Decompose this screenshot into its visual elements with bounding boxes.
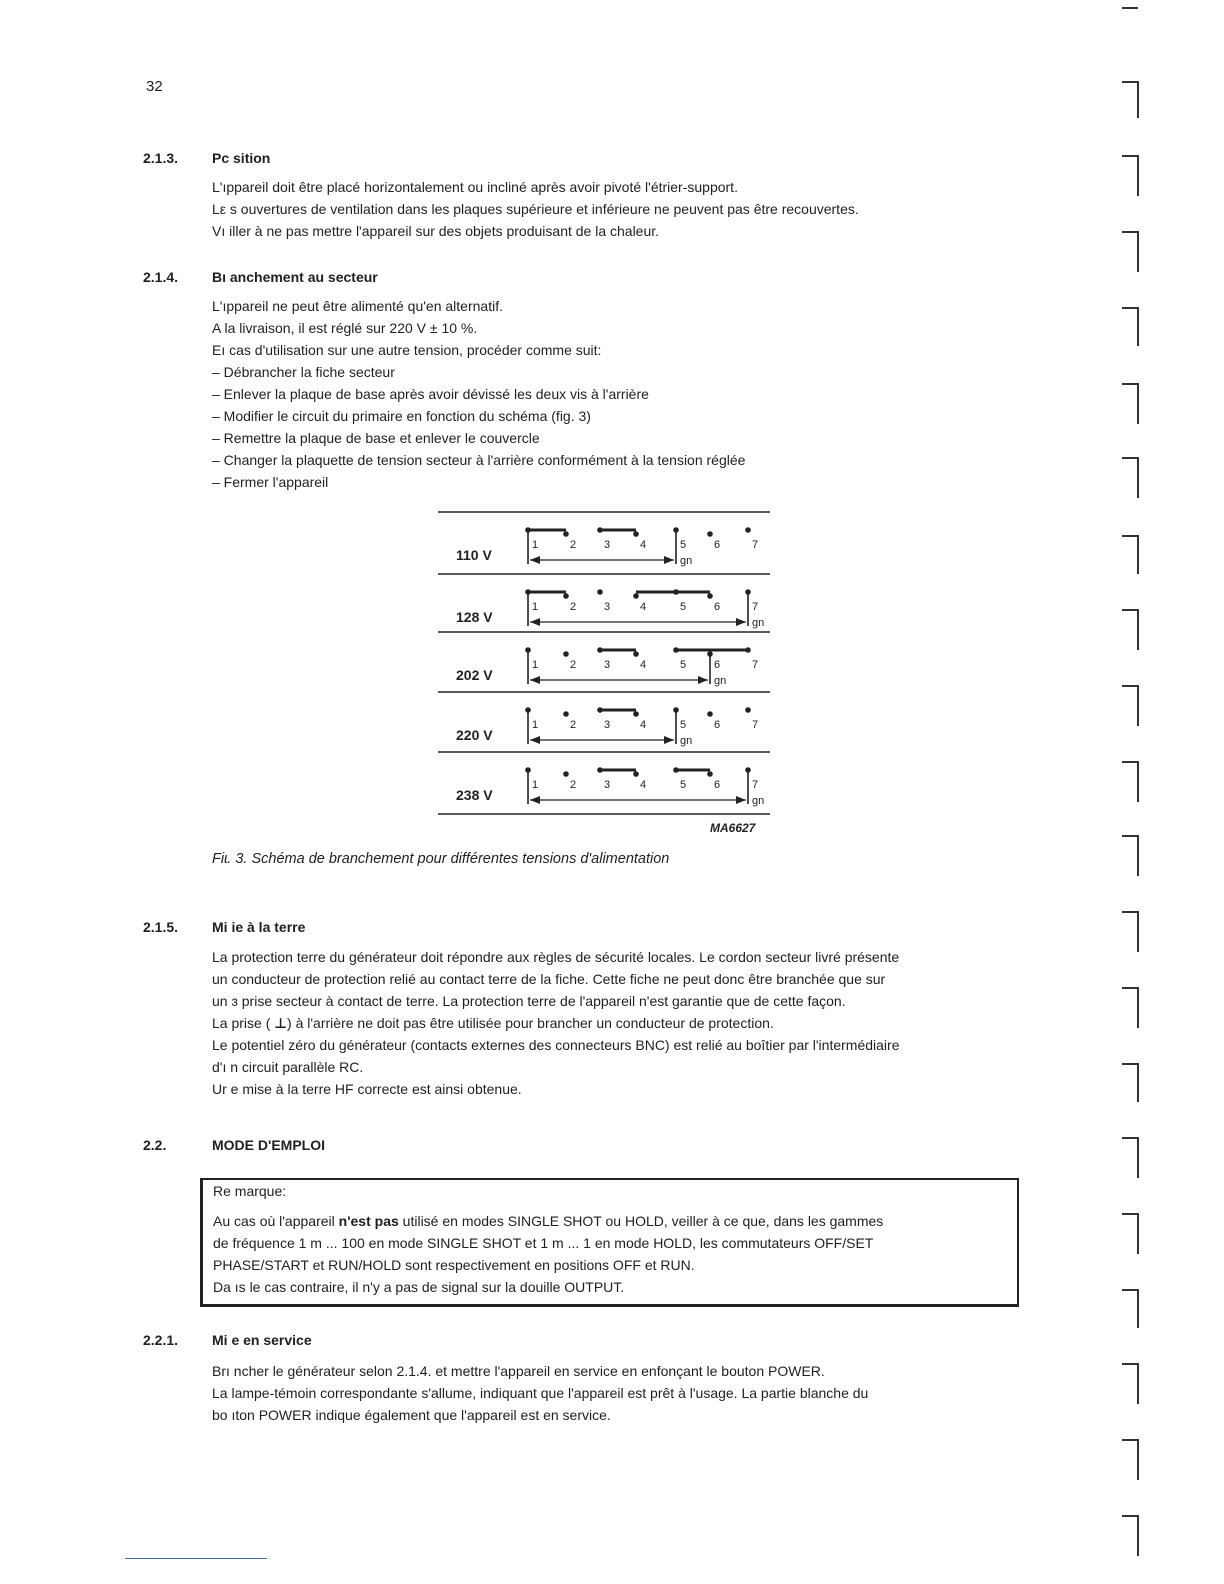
terminal-label: 6 [714,659,721,671]
terminal-label: 7 [752,539,759,551]
terminal-label: 4 [640,719,647,731]
terminal-label: 2 [570,601,577,613]
text-line: La protection terre du générateur doit répondre aux règles de sécurité locales. Le cordon secteur livré présente [212,949,900,965]
section-title-mode-emploi: MODE D'EMPLOI [212,1137,325,1153]
text-line: A la livraison, il est réglé sur 220 V ± 10 %. [212,320,478,336]
section-number-2-1-4: 2.1.4. [143,269,179,285]
list-item: – Remettre la plaque de base et enlever le couvercle [212,430,540,446]
text-line: un ɜ prise secteur à contact de terre. La protection terre de l'appareil n'est garantie que de cette façon. [212,993,846,1009]
binding-edge-marks [1118,0,1148,1584]
voltage-label: 202 V [456,667,493,683]
terminal-dot [633,771,639,777]
remark-body [213,1210,883,1298]
text-line: Brı ncher le générateur selon 2.1.4. et mettre l'appareil en service en enfonçant le bouton POWER. [212,1363,825,1379]
terminal-label: 2 [570,659,577,671]
text-line: L'ıppareil doit être placé horizontalement ou incliné après avoir pivoté l'étrier-support. [212,179,738,195]
terminal-dot [563,711,569,717]
arrowhead-left [530,618,540,626]
section-title-branchement: Bı anchement au secteur [212,269,378,285]
emphasis: n'est pas [338,1213,399,1229]
voltage-label: 128 V [456,609,493,625]
gn-label: gn [752,795,765,807]
text-line: Da ıs le cas contraire, il n'y a pas de signal sur la douille OUTPUT. [213,1279,625,1295]
terminal-dot [745,527,751,533]
text-line: un conducteur de protection relié au contact terre de la fiche. Cette fiche ne peut donc être branchée que sur [212,971,886,987]
terminal-label: 1 [532,601,539,613]
wiring-diagram [438,508,772,838]
terminal-label: 5 [680,719,687,731]
terminal-dot [563,651,569,657]
terminal-label: 3 [604,779,611,791]
text-line: Eı cas d'utilisation sur une autre tension, procéder comme suit: [212,342,602,358]
paragraph-position [212,176,1042,242]
terminal-label: 1 [532,539,539,551]
paragraph-mise-a-la-terre [212,946,1042,1100]
list-item: – Débrancher la fiche secteur [212,364,395,380]
paragraph-mise-en-service [212,1360,1042,1426]
arrowhead-left [530,556,540,564]
section-title-position: Pc sition [212,150,271,166]
terminal-label: 2 [570,779,577,791]
terminal-label: 6 [714,719,721,731]
text-line: d'ı n circuit parallèle RC. [212,1059,364,1075]
voltage-label: 220 V [456,727,493,743]
gn-label: gn [752,617,765,629]
terminal-dot [563,593,569,599]
paragraph-branchement [212,295,1042,493]
arrowhead-left [530,676,540,684]
text-line: L'ıppareil ne peut être alimenté qu'en alternatif. [212,298,503,314]
text-line [213,1210,883,1232]
terminal-label: 6 [714,539,721,551]
text-line: Le potentiel zéro du générateur (contacts externes des connecteurs BNC) est relié au boîtier par l'intermédiaire [212,1037,900,1053]
text-run: Au cas où l'appareil [213,1213,339,1229]
terminal-label: 6 [714,601,721,613]
ground-line-after: ) à l'arrière ne doit pas être utilisée pour brancher un conducteur de protection. [287,1015,774,1031]
gn-label: gn [680,555,693,567]
terminal-dot [707,531,713,537]
terminal-dot [633,593,639,599]
terminal-label: 1 [532,719,539,731]
footer-rule [125,1558,267,1559]
terminal-label: 7 [752,779,759,791]
terminal-dot [707,771,713,777]
text-line: Vı iller à ne pas mettre l'appareil sur des objets produisant de la chaleur. [212,223,660,239]
terminal-label: 7 [752,659,759,671]
terminal-label: 5 [680,601,687,613]
ground-line-before: La prise ( [212,1015,271,1031]
terminal-label: 1 [532,779,539,791]
arrowhead-left [530,796,540,804]
text-line: de fréquence 1 m ... 100 en mode SINGLE SHOT et 1 m ... 1 en mode HOLD, les commutateurs OFF/SET [213,1235,874,1251]
page-number: 32 [146,78,163,95]
section-number-2-2-1: 2.2.1. [143,1332,179,1348]
terminal-dot [707,711,713,717]
section-number-2-1-3: 2.1.3. [143,150,179,166]
terminal-label: 3 [604,719,611,731]
voltage-label: 110 V [456,547,492,563]
arrowhead-right [736,796,746,804]
terminal-label: 4 [640,539,647,551]
terminal-label: 3 [604,659,611,671]
terminal-dot [597,589,603,595]
terminal-dot [563,771,569,777]
terminal-label: 3 [604,601,611,613]
terminal-label: 6 [714,779,721,791]
terminal-label: 1 [532,659,539,671]
terminal-label: 2 [570,539,577,551]
terminal-label: 4 [640,601,647,613]
arrowhead-right [664,556,674,564]
voltage-label: 238 V [456,787,493,803]
terminal-label: 4 [640,779,647,791]
arrowhead-right [736,618,746,626]
ground-symbol-icon: ⊥ [274,1015,288,1031]
terminal-label: 2 [570,719,577,731]
text-line: La lampe-témoin correspondante s'allume, indiquant que l'appareil est prêt à l'usage. La partie blanche du [212,1385,869,1401]
terminal-dot [633,651,639,657]
figure-caption: Fiɩ. 3. Schéma de branchement pour différentes tensions d'alimentation [212,851,670,867]
terminal-label: 7 [752,601,759,613]
list-item: – Changer la plaquette de tension secteur à l'arrière conformément à la tension réglée [212,452,746,468]
terminal-label: 4 [640,659,647,671]
list-item: – Fermer l'appareil [212,474,329,490]
section-number-2-1-5: 2.1.5. [143,919,179,935]
terminal-label: 5 [680,539,687,551]
text-line [212,1012,1042,1034]
terminal-dot [633,531,639,537]
list-item: – Enlever la plaque de base après avoir dévissé les deux vis à l'arrière [212,386,649,402]
arrowhead-right [664,736,674,744]
terminal-dot [707,593,713,599]
wiring-diagram-svg [438,508,772,838]
remark-title: Re marque: [213,1183,287,1199]
terminal-label: 5 [680,779,687,791]
gn-label: gn [714,675,727,687]
text-line: Ur e mise à la terre HF correcte est ainsi obtenue. [212,1081,522,1097]
section-title-mise-en-service: Mi e en service [212,1332,312,1348]
arrowhead-right [698,676,708,684]
terminal-label: 3 [604,539,611,551]
list-item: – Modifier le circuit du primaire en fonction du schéma (fig. 3) [212,408,591,424]
figure-code: MA6627 [710,821,756,835]
text-line: PHASE/START et RUN/HOLD sont respectivement en positions OFF et RUN. [213,1257,695,1273]
terminal-dot [563,531,569,537]
terminal-label: 7 [752,719,759,731]
text-run: utilisé en modes SINGLE SHOT ou HOLD, veiller à ce que, dans les gammes [398,1213,884,1229]
text-line: Lε s ouvertures de ventilation dans les plaques supérieure et inférieure ne peuvent pas être recouvertes. [212,201,859,217]
terminal-dot [633,711,639,717]
section-title-mise-a-la-terre: Mi ie à la terre [212,919,306,935]
section-number-2-2: 2.2. [143,1137,167,1153]
arrowhead-left [530,736,540,744]
gn-label: gn [680,735,693,747]
terminal-label: 5 [680,659,687,671]
text-line: bo ıton POWER indique également que l'appareil est en service. [212,1407,611,1423]
remark-box [200,1178,1019,1307]
terminal-dot [745,707,751,713]
